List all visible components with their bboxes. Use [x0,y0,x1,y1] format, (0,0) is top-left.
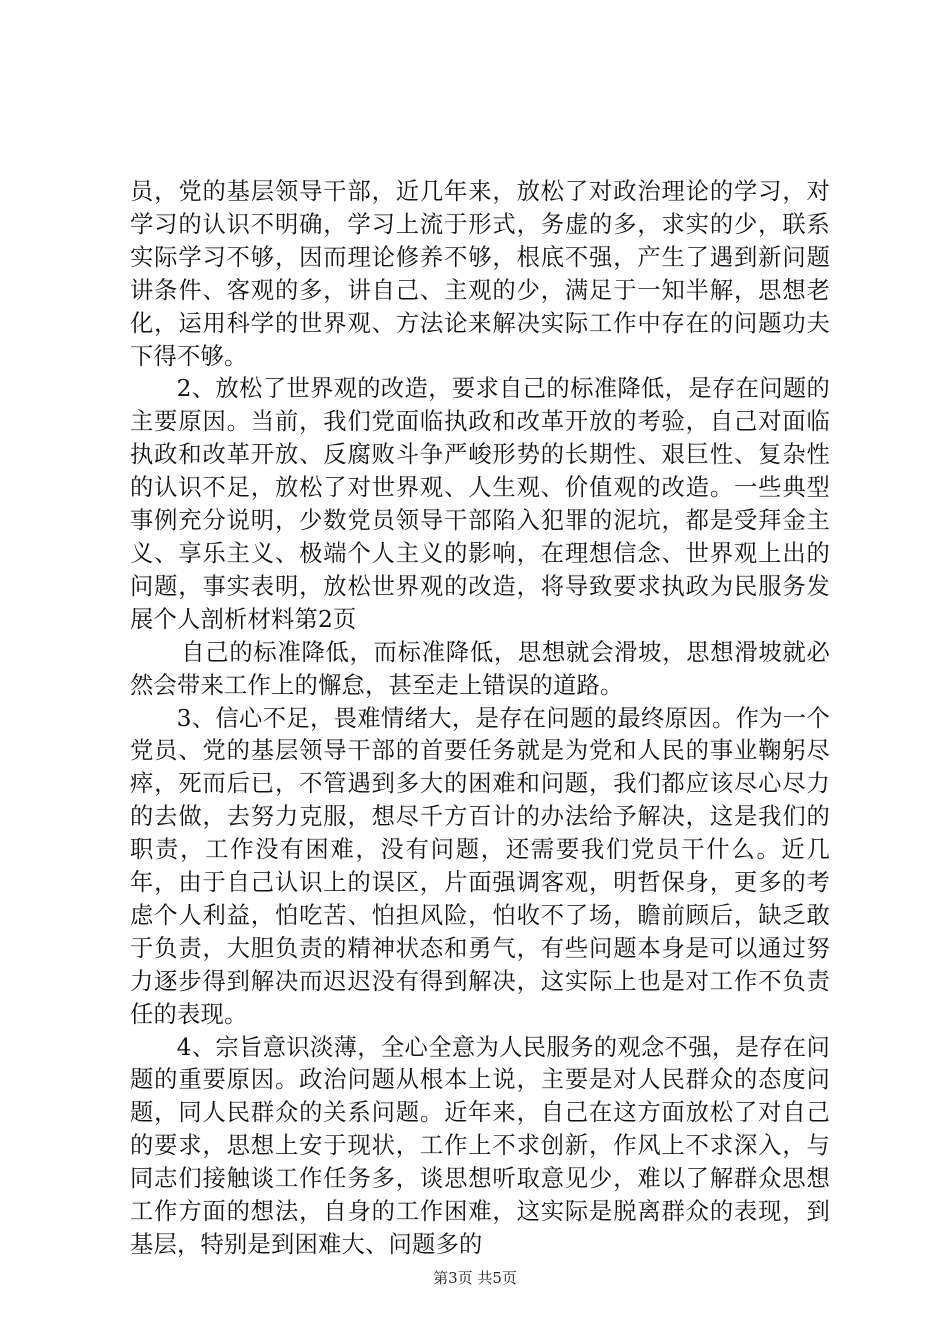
paragraph-2: 2、放松了世界观的改造，要求自己的标准降低，是存在问题的主要原因。当前，我们党面临执政和改革开放的考验，自己对面临执政和改革开放、反腐败斗争严峻形势的长期性、艰巨性、复杂性的认识不足，放松了对世界观、人生观、价值观的改造。一些典型事例充分说明，少数党员领导干部陷入犯罪的泥坑，都是受拜金主义、享乐主义、极端个人主义的影响，在理想信念、世界观上出的问题，事实表明，放松世界观的改造，将导致要求执政为民服务发展个人剖析材料第2页 [130,375,830,633]
document-body [130,176,830,1262]
page-footer: 第3页 共5页 [433,1269,517,1287]
paragraph-3: 自己的标准降低，而标准降低，思想就会滑坡，思想滑坡就必然会带来工作上的懈怠，甚至走上错误的道路。 [130,638,830,699]
paragraph-1: 员，党的基层领导干部，近几年来，放松了对政治理论的学习，对学习的认识不明确，学习上流于形式，务虚的多，求实的少，联系实际学习不够，因而理论修养不够，根底不强，产生了遇到新问题讲条件、客观的多，讲自己、主观的少，满足于一知半解，思想老化，运用科学的世界观、方法论来解决实际工作中存在的问题功夫下得不够。 [130,178,830,370]
paragraph-5: 4、宗旨意识淡薄，全心全意为人民服务的观念不强，是存在问题的重要原因。政治问题从根本上说，主要是对人民群众的态度问题，同人民群众的关系问题。近年来，自己在这方面放松了对自己的要求，思想上安于现状，工作上不求创新，作风上不求深入，与同志们接触谈工作任务多，谈思想听取意见少，难以了解群众思想工作方面的想法，自身的工作困难，这实际是脱离群众的表现，到基层，特别是到困难大、问题多的 [130,1033,830,1258]
paragraph-4: 3、信心不足，畏难情绪大，是存在问题的最终原因。作为一个党员、党的基层领导干部的首要任务就是为党和人民的事业鞠躬尽瘁，死而后已，不管遇到多大的困难和问题，我们都应该尽心尽力的去做，去努力克服，想尽千方百计的办法给予解决，这是我们的职责，工作没有困难，没有问题，还需要我们党员干什么。近几年，由于自己认识上的误区，片面强调客观，明哲保身，更多的考虑个人利益，怕吃苦、怕担风险，怕收不了场，瞻前顾后，缺乏敢于负责，大胆负责的精神状态和勇气，有些问题本身是可以通过努力逐步得到解决而迟迟没有得到解决，这实际上也是对工作不负责任的表现。 [130,704,830,1028]
